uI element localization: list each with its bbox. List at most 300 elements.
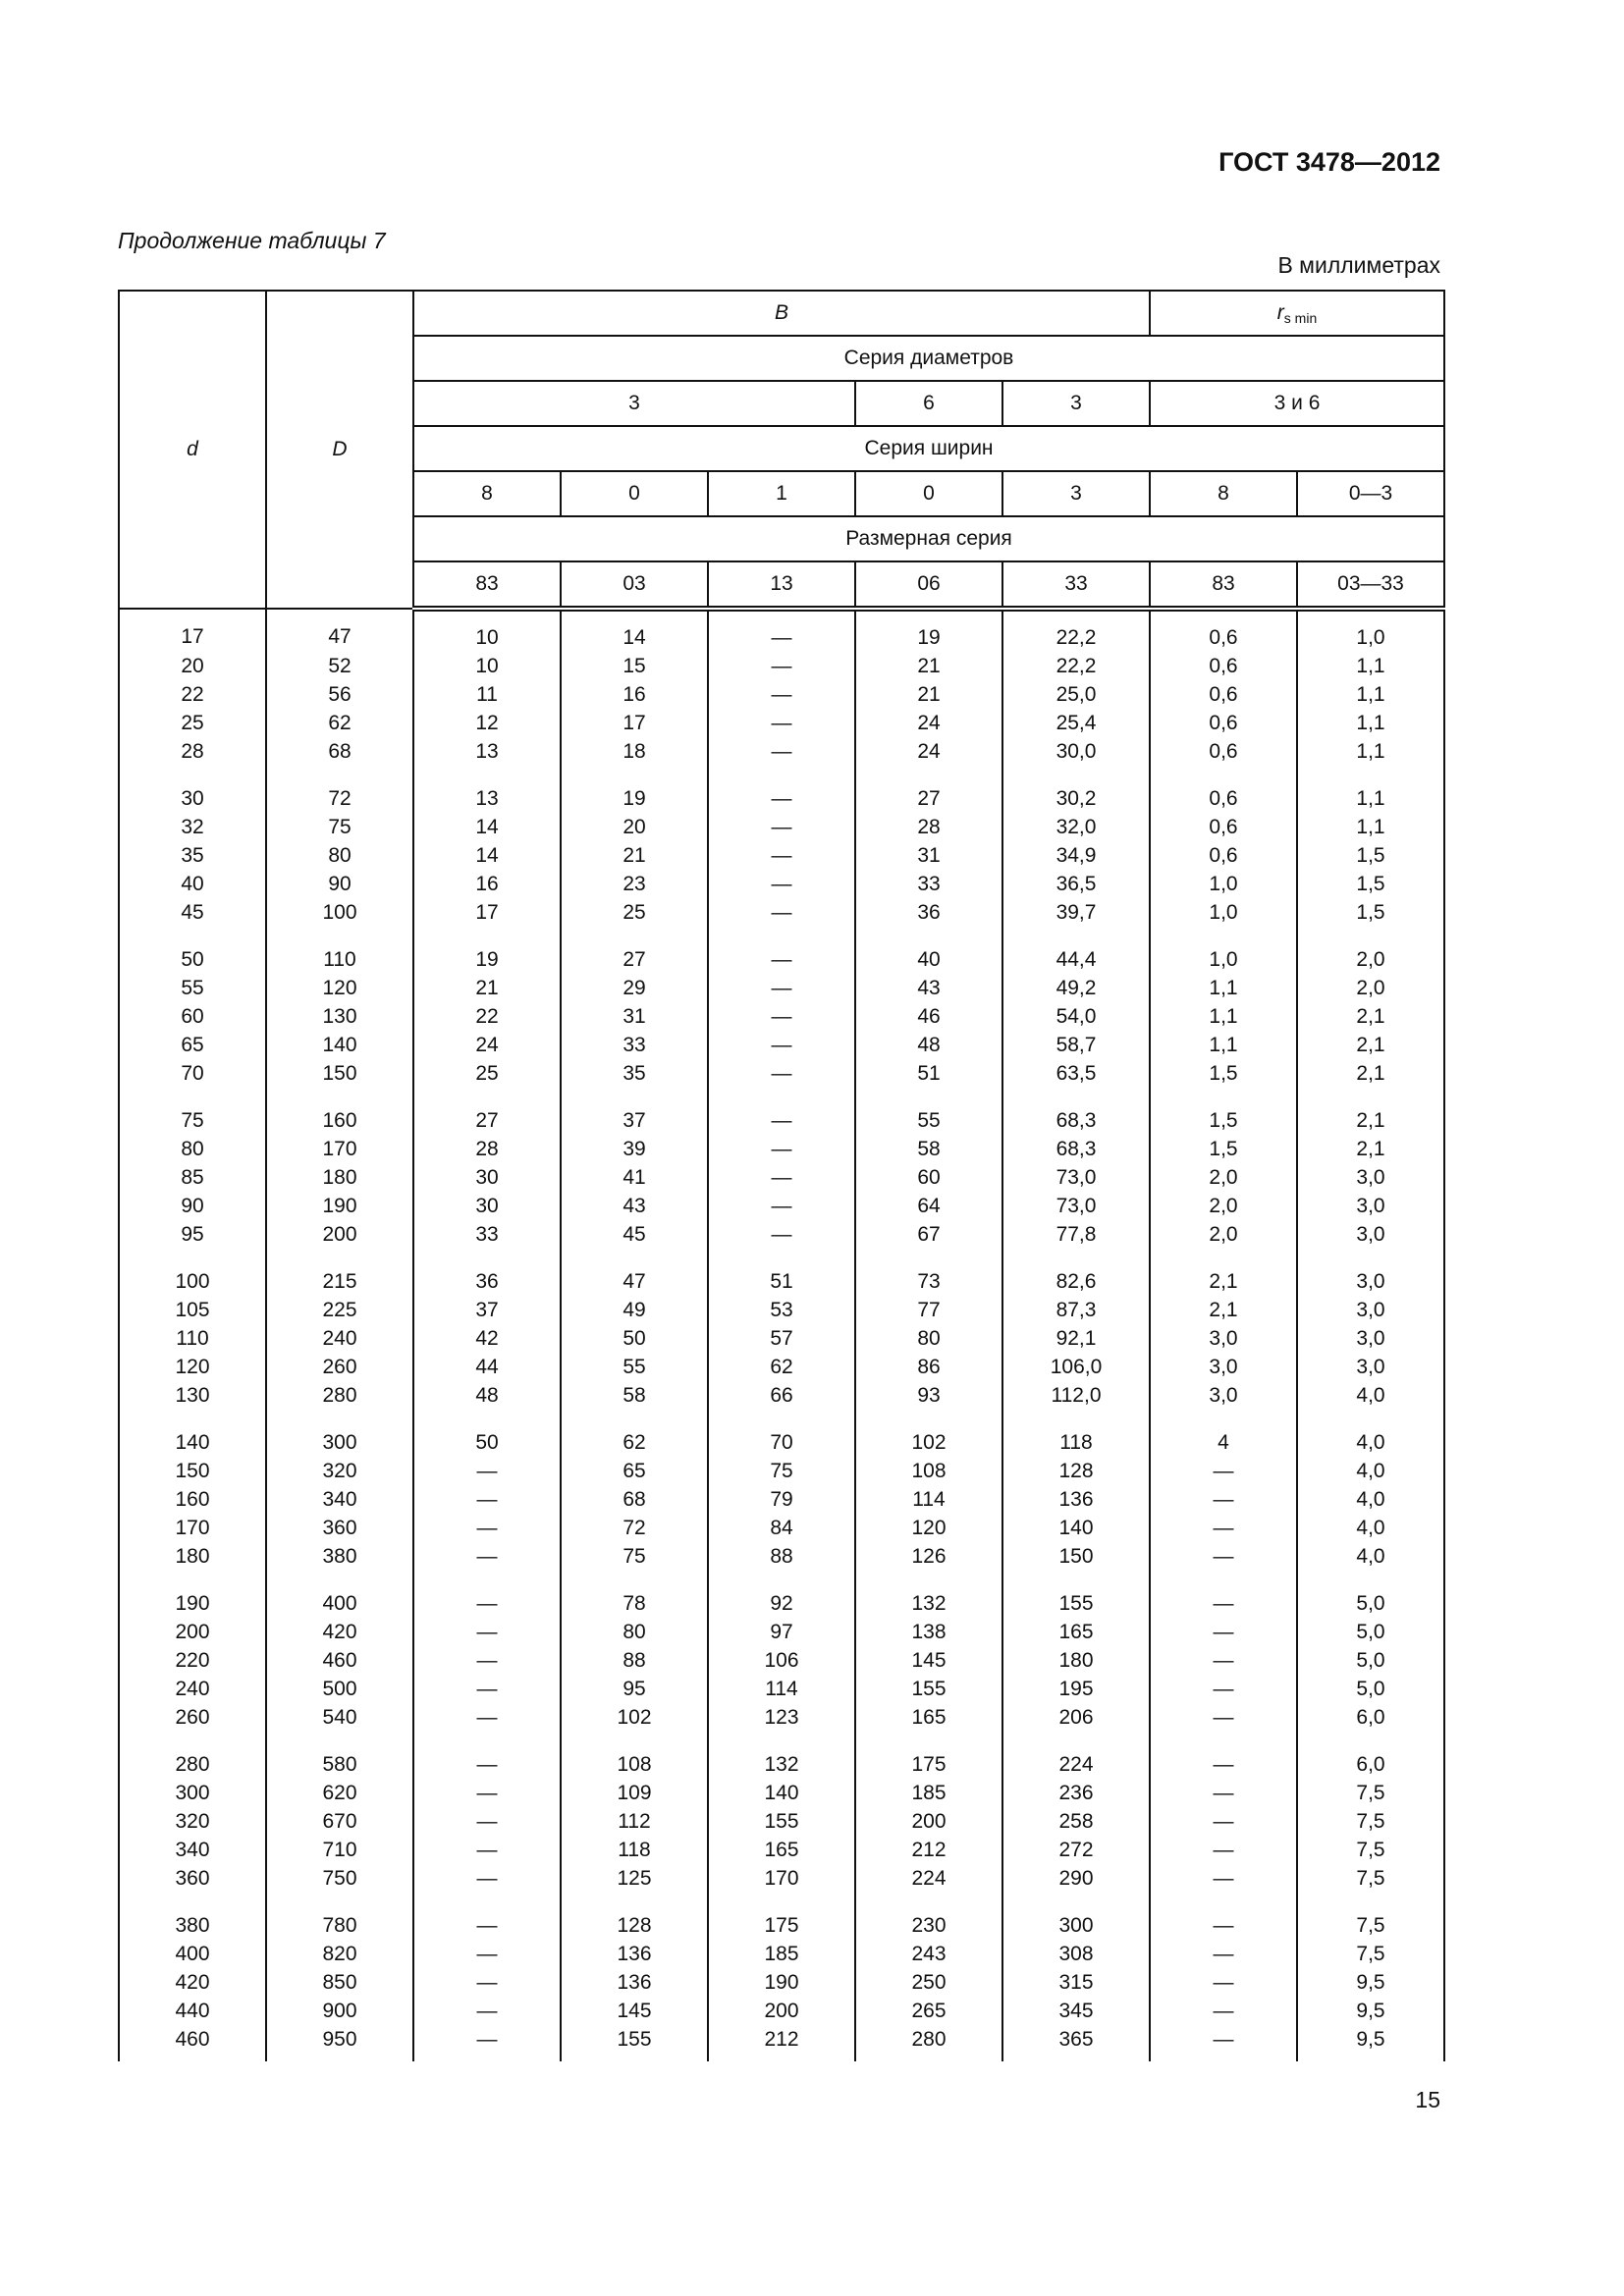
table-cell: 0,6: [1150, 841, 1297, 870]
table-row: [119, 1220, 1444, 1249]
table-cell: 112,0: [1002, 1381, 1150, 1410]
table-cell: —: [708, 766, 855, 813]
table-cell: —: [708, 898, 855, 927]
table-cell: 11: [413, 680, 561, 709]
table-cell: 77: [855, 1296, 1002, 1324]
table-cell: 420: [266, 1618, 413, 1646]
table-cell: 54,0: [1002, 1002, 1150, 1031]
table-row: [119, 1163, 1444, 1192]
table-cell: 2,1: [1297, 1088, 1444, 1135]
dimension-series-cell: 06: [855, 561, 1002, 609]
table-cell: 1,1: [1297, 652, 1444, 680]
table-row: [119, 1542, 1444, 1571]
table-cell: 50: [413, 1410, 561, 1457]
table-cell: 45: [561, 1220, 708, 1249]
units-note: В миллиметрах: [1277, 252, 1440, 278]
table-cell: 160: [119, 1485, 266, 1514]
table-cell: 24: [855, 709, 1002, 737]
table-cell: 14: [413, 841, 561, 870]
table-cell: 68: [561, 1485, 708, 1514]
table-cell: 10: [413, 609, 561, 652]
table-row: [119, 652, 1444, 680]
table-row: [119, 1296, 1444, 1324]
table-cell: 200: [266, 1220, 413, 1249]
table-cell: 320: [266, 1457, 413, 1485]
table-cell: 90: [266, 870, 413, 898]
table-cell: 19: [413, 927, 561, 974]
table-cell: 190: [119, 1571, 266, 1618]
table-cell: —: [708, 1163, 855, 1192]
table-cell: —: [413, 1457, 561, 1485]
table-cell: 100: [266, 898, 413, 927]
table-cell: 4,0: [1297, 1381, 1444, 1410]
diameter-series-cell: 6: [855, 381, 1002, 426]
table-cell: 2,1: [1297, 1031, 1444, 1059]
table-cell: 1,1: [1297, 813, 1444, 841]
table-cell: 140: [119, 1410, 266, 1457]
table-cell: 31: [855, 841, 1002, 870]
table-cell: 66: [708, 1381, 855, 1410]
table-cell: 95: [119, 1220, 266, 1249]
table-cell: 400: [266, 1571, 413, 1618]
table-cell: 21: [413, 974, 561, 1002]
table-cell: —: [708, 870, 855, 898]
table-cell: 30: [413, 1192, 561, 1220]
table-cell: 850: [266, 1968, 413, 1997]
table-cell: 75: [708, 1457, 855, 1485]
table-cell: 58: [561, 1381, 708, 1410]
table-cell: 27: [561, 927, 708, 974]
table-cell: 260: [266, 1353, 413, 1381]
dimension-series-cell: 83: [1150, 561, 1297, 609]
table-row: [119, 1324, 1444, 1353]
table-cell: 4,0: [1297, 1457, 1444, 1485]
table-cell: 145: [561, 1997, 708, 2025]
table-cell: —: [708, 1031, 855, 1059]
table-cell: 1,5: [1150, 1135, 1297, 1163]
table-cell: —: [708, 609, 855, 652]
table-cell: —: [708, 652, 855, 680]
table-cell: 4,0: [1297, 1485, 1444, 1514]
table-cell: 5,0: [1297, 1618, 1444, 1646]
table-cell: —: [1150, 1618, 1297, 1646]
width-series-label: Серия ширин: [413, 426, 1444, 471]
table-row: [119, 1997, 1444, 2025]
table-cell: 155: [1002, 1571, 1150, 1618]
table-cell: 345: [1002, 1997, 1150, 2025]
table-cell: 65: [119, 1031, 266, 1059]
r-symbol: r: [1276, 300, 1284, 324]
table-cell: 0,6: [1150, 652, 1297, 680]
width-series-cell: 0: [561, 471, 708, 516]
table-cell: 3,0: [1150, 1353, 1297, 1381]
table-cell: 236: [1002, 1779, 1150, 1807]
table-cell: —: [708, 927, 855, 974]
table-row: [119, 1940, 1444, 1968]
table-cell: 108: [561, 1732, 708, 1779]
table-cell: 13: [413, 737, 561, 766]
table-row: [119, 841, 1444, 870]
table-cell: 102: [561, 1703, 708, 1732]
table-cell: 44: [413, 1353, 561, 1381]
table-cell: 12: [413, 709, 561, 737]
table-cell: 1,0: [1150, 870, 1297, 898]
table-cell: 380: [266, 1542, 413, 1571]
table-cell: 3,0: [1297, 1324, 1444, 1353]
table-cell: 170: [119, 1514, 266, 1542]
table-cell: —: [413, 1807, 561, 1836]
table-cell: 195: [1002, 1675, 1150, 1703]
table-cell: 39,7: [1002, 898, 1150, 927]
table-cell: 64: [855, 1192, 1002, 1220]
table-cell: 1,1: [1150, 974, 1297, 1002]
table-cell: 73: [855, 1249, 1002, 1296]
table-row: [119, 1059, 1444, 1088]
table-cell: 5,0: [1297, 1675, 1444, 1703]
table-cell: 160: [266, 1088, 413, 1135]
table-cell: 6,0: [1297, 1703, 1444, 1732]
table-cell: —: [1150, 1864, 1297, 1893]
table-cell: 21: [855, 652, 1002, 680]
header-r-s-min: [1150, 291, 1444, 336]
table-cell: —: [708, 1059, 855, 1088]
table-cell: 155: [708, 1807, 855, 1836]
table-cell: 120: [266, 974, 413, 1002]
table-cell: 27: [855, 766, 1002, 813]
table-cell: 27: [413, 1088, 561, 1135]
table-cell: 190: [708, 1968, 855, 1997]
table-cell: 114: [708, 1675, 855, 1703]
table-row: [119, 1646, 1444, 1675]
table-cell: 1,0: [1150, 927, 1297, 974]
table-cell: 670: [266, 1807, 413, 1836]
table-cell: 30,0: [1002, 737, 1150, 766]
table-row: [119, 1381, 1444, 1410]
table-row: [119, 1864, 1444, 1893]
table-cell: 62: [708, 1353, 855, 1381]
table-cell: 55: [119, 974, 266, 1002]
table-cell: —: [1150, 1968, 1297, 1997]
table-cell: 106,0: [1002, 1353, 1150, 1381]
table-cell: 108: [855, 1457, 1002, 1485]
table-cell: 212: [708, 2025, 855, 2061]
dimension-series-label: Размерная серия: [413, 516, 1444, 561]
table-cell: 49: [561, 1296, 708, 1324]
table-cell: —: [708, 1192, 855, 1220]
table-cell: 1,1: [1297, 737, 1444, 766]
dimension-series-cell: 33: [1002, 561, 1150, 609]
table-cell: 250: [855, 1968, 1002, 1997]
table-cell: 118: [561, 1836, 708, 1864]
table-cell: —: [413, 1864, 561, 1893]
table-cell: 150: [266, 1059, 413, 1088]
table-cell: 85: [119, 1163, 266, 1192]
width-series-cell: 8: [1150, 471, 1297, 516]
table-cell: 10: [413, 652, 561, 680]
table-cell: 72: [561, 1514, 708, 1542]
table-cell: 260: [119, 1703, 266, 1732]
table-cell: 73,0: [1002, 1163, 1150, 1192]
table-cell: 3,0: [1297, 1220, 1444, 1249]
table-cell: 46: [855, 1002, 1002, 1031]
header-D: D: [266, 291, 413, 609]
table-cell: 2,0: [1297, 974, 1444, 1002]
table-cell: 9,5: [1297, 1968, 1444, 1997]
table-cell: 3,0: [1297, 1249, 1444, 1296]
table-cell: 380: [119, 1893, 266, 1940]
table-cell: 320: [119, 1807, 266, 1836]
table-cell: 225: [266, 1296, 413, 1324]
table-cell: 110: [266, 927, 413, 974]
table-cell: 132: [855, 1571, 1002, 1618]
table-row: [119, 609, 1444, 652]
table-cell: 200: [708, 1997, 855, 2025]
table-cell: 68: [266, 737, 413, 766]
table-cell: —: [413, 1703, 561, 1732]
table-cell: 28: [855, 813, 1002, 841]
table-cell: 22,2: [1002, 609, 1150, 652]
table-cell: 220: [119, 1646, 266, 1675]
table-cell: 36,5: [1002, 870, 1150, 898]
table-cell: 150: [119, 1457, 266, 1485]
table-cell: 140: [1002, 1514, 1150, 1542]
dimension-series-cell: 03—33: [1297, 561, 1444, 609]
table-cell: 900: [266, 1997, 413, 2025]
table-row: [119, 1571, 1444, 1618]
table-cell: 102: [855, 1410, 1002, 1457]
table-cell: 47: [266, 609, 413, 652]
table-cell: 0,6: [1150, 813, 1297, 841]
table-cell: 1,5: [1297, 898, 1444, 927]
table-cell: 175: [708, 1893, 855, 1940]
width-series-cell: 0: [855, 471, 1002, 516]
table-cell: —: [708, 680, 855, 709]
table-cell: 37: [561, 1088, 708, 1135]
table-continuation-caption: Продолжение таблицы 7: [118, 228, 386, 253]
table-cell: 58: [855, 1135, 1002, 1163]
table-cell: 67: [855, 1220, 1002, 1249]
table-cell: 78: [561, 1571, 708, 1618]
table-cell: 200: [119, 1618, 266, 1646]
table-cell: 88: [561, 1646, 708, 1675]
table-cell: 1,0: [1150, 898, 1297, 927]
table-cell: 300: [1002, 1893, 1150, 1940]
table-cell: 4,0: [1297, 1514, 1444, 1542]
table-cell: 165: [855, 1703, 1002, 1732]
table-cell: 258: [1002, 1807, 1150, 1836]
table-cell: 780: [266, 1893, 413, 1940]
table-cell: 16: [413, 870, 561, 898]
table-cell: —: [1150, 1457, 1297, 1485]
table-cell: 77,8: [1002, 1220, 1150, 1249]
table-cell: —: [708, 974, 855, 1002]
table-cell: 36: [855, 898, 1002, 927]
table-cell: 31: [561, 1002, 708, 1031]
table-cell: —: [413, 1732, 561, 1779]
table-row: [119, 737, 1444, 766]
table-cell: —: [413, 1836, 561, 1864]
table-cell: 24: [413, 1031, 561, 1059]
table-cell: 128: [561, 1893, 708, 1940]
table-cell: —: [708, 737, 855, 766]
width-series-cell: 0—3: [1297, 471, 1444, 516]
table-cell: 820: [266, 1940, 413, 1968]
table-cell: 84: [708, 1514, 855, 1542]
table-cell: 440: [119, 1997, 266, 2025]
table-cell: 750: [266, 1864, 413, 1893]
table-cell: 100: [119, 1249, 266, 1296]
table-row: [119, 1031, 1444, 1059]
table-cell: —: [708, 1002, 855, 1031]
table-cell: 308: [1002, 1940, 1150, 1968]
table-cell: 155: [561, 2025, 708, 2061]
table-cell: 40: [855, 927, 1002, 974]
table-cell: 180: [1002, 1646, 1150, 1675]
table-cell: 80: [561, 1618, 708, 1646]
table-cell: 2,0: [1150, 1163, 1297, 1192]
table-cell: —: [1150, 2025, 1297, 2061]
table-cell: 136: [561, 1940, 708, 1968]
table-row: [119, 1410, 1444, 1457]
table-cell: 540: [266, 1703, 413, 1732]
table-cell: 2,0: [1150, 1220, 1297, 1249]
table-cell: 109: [561, 1779, 708, 1807]
table-cell: —: [413, 1940, 561, 1968]
table-cell: 112: [561, 1807, 708, 1836]
table-cell: 620: [266, 1779, 413, 1807]
table-cell: 0,6: [1150, 680, 1297, 709]
table-cell: —: [1150, 1779, 1297, 1807]
table-row: [119, 1703, 1444, 1732]
table-cell: —: [413, 1893, 561, 1940]
table-cell: 155: [855, 1675, 1002, 1703]
table-row: [119, 1135, 1444, 1163]
table-cell: 65: [561, 1457, 708, 1485]
table-row: [119, 680, 1444, 709]
table-cell: 1,5: [1297, 870, 1444, 898]
table-cell: 23: [561, 870, 708, 898]
table-cell: 34,9: [1002, 841, 1150, 870]
table-cell: 43: [561, 1192, 708, 1220]
table-cell: 56: [266, 680, 413, 709]
table-cell: —: [1150, 1485, 1297, 1514]
table-cell: 14: [561, 609, 708, 652]
table-cell: 190: [266, 1192, 413, 1220]
table-cell: 52: [266, 652, 413, 680]
table-cell: 0,6: [1150, 766, 1297, 813]
table-cell: 51: [708, 1249, 855, 1296]
table-cell: —: [413, 1968, 561, 1997]
table-cell: 88: [708, 1542, 855, 1571]
table-cell: 97: [708, 1618, 855, 1646]
table-cell: 33: [855, 870, 1002, 898]
table-cell: 1,5: [1150, 1059, 1297, 1088]
table-cell: 1,5: [1150, 1088, 1297, 1135]
table-cell: 300: [266, 1410, 413, 1457]
table-cell: 365: [1002, 2025, 1150, 2061]
table-cell: 62: [266, 709, 413, 737]
table-cell: 7,5: [1297, 1940, 1444, 1968]
table-cell: 106: [708, 1646, 855, 1675]
table-cell: 9,5: [1297, 1997, 1444, 2025]
table-cell: 17: [561, 709, 708, 737]
table-cell: 47: [561, 1249, 708, 1296]
table-cell: 215: [266, 1249, 413, 1296]
table-cell: 1,1: [1297, 766, 1444, 813]
table-cell: 2,1: [1150, 1296, 1297, 1324]
table-cell: 1,1: [1150, 1002, 1297, 1031]
table-row: [119, 1457, 1444, 1485]
table-cell: —: [1150, 1893, 1297, 1940]
table-cell: 82,6: [1002, 1249, 1150, 1296]
table-cell: 25,4: [1002, 709, 1150, 737]
page-number: 15: [1415, 2087, 1440, 2112]
dimension-series-cell: 03: [561, 561, 708, 609]
table-cell: 42: [413, 1324, 561, 1353]
table-cell: 53: [708, 1296, 855, 1324]
table-cell: 60: [119, 1002, 266, 1031]
table-cell: 180: [266, 1163, 413, 1192]
table-cell: 128: [1002, 1457, 1150, 1485]
table-cell: —: [1150, 1732, 1297, 1779]
table-cell: 4,0: [1297, 1542, 1444, 1571]
table-cell: 57: [708, 1324, 855, 1353]
table-cell: —: [413, 1514, 561, 1542]
table-cell: 35: [119, 841, 266, 870]
table-row: [119, 1807, 1444, 1836]
table-cell: —: [413, 1646, 561, 1675]
standard-number: ГОСТ 3478—2012: [1218, 147, 1440, 177]
table-cell: 19: [561, 766, 708, 813]
table-cell: 224: [855, 1864, 1002, 1893]
table-cell: 21: [561, 841, 708, 870]
header-d: d: [119, 291, 266, 609]
table-cell: —: [413, 1542, 561, 1571]
table-cell: 20: [561, 813, 708, 841]
table-cell: 7,5: [1297, 1893, 1444, 1940]
table-cell: 50: [561, 1324, 708, 1353]
table-row: [119, 1893, 1444, 1940]
table-cell: 3,0: [1297, 1192, 1444, 1220]
table-row: [119, 1675, 1444, 1703]
table-cell: 75: [119, 1088, 266, 1135]
header-B: B: [413, 291, 1150, 336]
table-cell: 240: [119, 1675, 266, 1703]
table-cell: 17: [119, 609, 266, 652]
table-cell: 150: [1002, 1542, 1150, 1571]
table-cell: —: [413, 1997, 561, 2025]
table-cell: 1,1: [1150, 1031, 1297, 1059]
table-cell: 63,5: [1002, 1059, 1150, 1088]
table-row: [119, 898, 1444, 927]
table-cell: 55: [561, 1353, 708, 1381]
table-cell: 1,1: [1297, 709, 1444, 737]
table-row: [119, 1618, 1444, 1646]
table-cell: 4: [1150, 1410, 1297, 1457]
table-cell: 75: [561, 1542, 708, 1571]
table-cell: 272: [1002, 1836, 1150, 1864]
table-cell: 50: [119, 927, 266, 974]
table-cell: 400: [119, 1940, 266, 1968]
table-cell: 1,0: [1297, 609, 1444, 652]
table-cell: 125: [561, 1864, 708, 1893]
table-cell: 2,1: [1297, 1135, 1444, 1163]
table-cell: 48: [855, 1031, 1002, 1059]
table-cell: 32,0: [1002, 813, 1150, 841]
table-cell: 25: [119, 709, 266, 737]
table-cell: 950: [266, 2025, 413, 2061]
table-cell: 120: [119, 1353, 266, 1381]
